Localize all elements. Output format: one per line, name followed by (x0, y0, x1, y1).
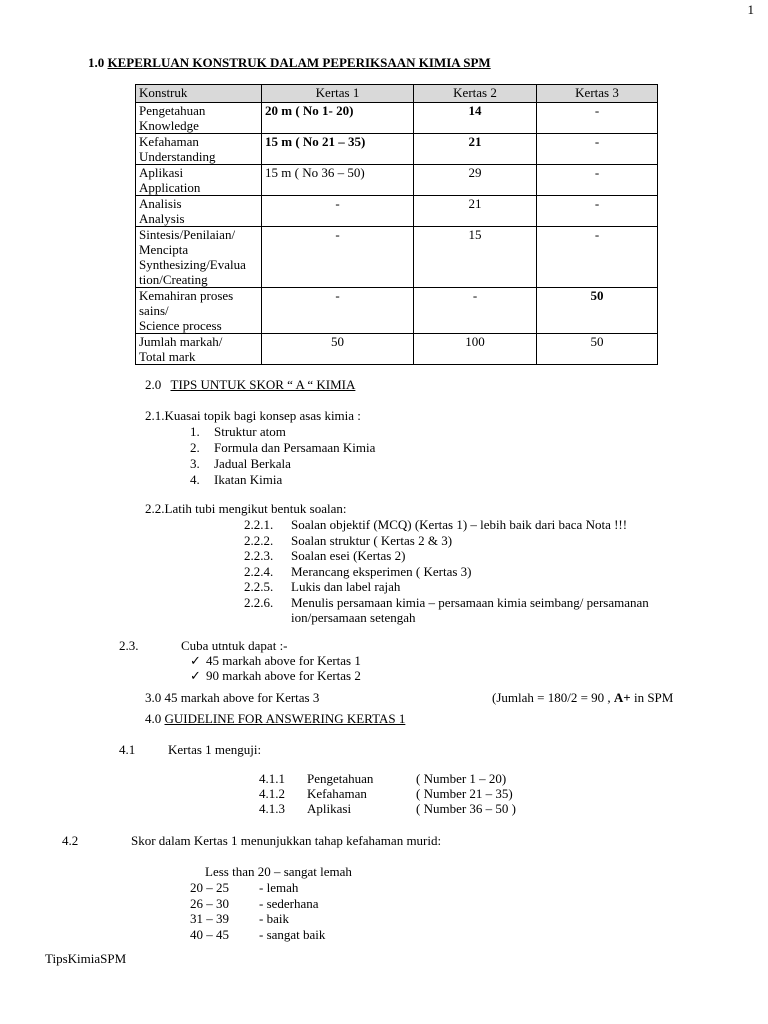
cell-kertas-1: 15 m ( No 21 – 35) (262, 134, 414, 165)
score-description: - sangat baik (259, 926, 326, 942)
cell-kertas-2: 29 (414, 165, 537, 196)
header-kertas-1: Kertas 1 (262, 85, 414, 103)
list-item-text: Merancang eksperimen ( Kertas 3) (291, 563, 472, 579)
section-2-2-text: Latih tubi mengikut bentuk soalan: (164, 501, 347, 516)
konstruk-line: Analysis (139, 211, 185, 226)
list-item-number: 2.2.2. (244, 532, 274, 548)
section-2-1 (145, 408, 361, 423)
list-item-number: 2. (190, 440, 200, 455)
konstruk-line: Science process (139, 318, 222, 333)
table-row (136, 134, 658, 165)
header-kertas-3: Kertas 3 (537, 85, 658, 103)
cell-kertas-2: 100 (414, 334, 537, 365)
section-2-2 (145, 501, 346, 516)
konstruk-line: sains/ (139, 303, 169, 318)
section-3-text: 45 markah above for Kertas 3 (164, 690, 320, 705)
konstruk-table (135, 84, 658, 365)
section-2-heading (145, 377, 355, 392)
score-range: 31 – 39 (190, 911, 229, 926)
check-item (190, 653, 361, 668)
section-2-3-number: 2.3. (119, 638, 139, 653)
cell-kertas-3: - (537, 134, 658, 165)
section-2-3-text: Cuba utntuk dapat :- (181, 638, 288, 653)
konstruk-line: tion/Creating (139, 272, 208, 287)
section-1-title: KEPERLUAN KONSTRUK DALAM PEPERIKSAAN KIMIA SPM (107, 55, 491, 70)
list-item-text: Struktur atom (214, 424, 286, 439)
section-3-note-suffix: in SPM (630, 690, 674, 705)
list-item-number: 2.2.6. (244, 594, 274, 610)
list-item-range: ( Number 36 – 50 ) (416, 801, 517, 816)
cell-kertas-1: 20 m ( No 1- 20) (262, 103, 414, 134)
table-row (136, 288, 658, 334)
list-item-number: 4.1.3 (259, 801, 285, 816)
cell-kertas-1: - (262, 196, 414, 227)
konstruk-line: Sintesis/Penilaian/ (139, 227, 236, 242)
cell-kertas-1: - (262, 288, 414, 334)
cell-konstruk (136, 334, 262, 365)
cell-kertas-2: 14 (414, 103, 537, 134)
konstruk-line: Pengetahuan (139, 103, 206, 118)
cell-kertas-3: 50 (537, 334, 658, 365)
cell-konstruk (136, 165, 262, 196)
check-item-text: 45 markah above for Kertas 1 (206, 653, 361, 668)
konstruk-line: Mencipta (139, 242, 189, 257)
section-3-note (492, 690, 673, 705)
list-item-number: 2.2.1. (244, 517, 274, 532)
cell-kertas-1: 15 m ( No 36 – 50) (262, 165, 414, 196)
cell-kertas-3: - (537, 227, 658, 288)
header-konstruk: Konstruk (136, 85, 262, 103)
table-row (136, 227, 658, 288)
page-number: 1 (747, 2, 754, 17)
section-3 (145, 690, 319, 705)
check-item (190, 668, 361, 683)
list-item-text: Kefahaman (307, 786, 367, 801)
cell-kertas-2: 21 (414, 134, 537, 165)
score-lead: Less than 20 – sangat lemah (205, 864, 352, 879)
header-kertas-2: Kertas 2 (414, 85, 537, 103)
list-item-text: Jadual Berkala (214, 456, 291, 471)
cell-kertas-2: 15 (414, 227, 537, 288)
table-row (136, 334, 658, 365)
list-item-text: Aplikasi (307, 801, 352, 816)
list-item-number: 2.2.3. (244, 548, 274, 563)
section-4-2-number: 4.2 (62, 833, 79, 848)
section-2-1-number: 2.1. (145, 408, 165, 423)
cell-konstruk (136, 196, 262, 227)
cell-kertas-2: 21 (414, 196, 537, 227)
list-item-text: Ikatan Kimia (214, 472, 283, 487)
section-1-number: 1.0 (88, 55, 105, 70)
score-description: - lemah (259, 880, 299, 895)
list-item-range: ( Number 21 – 35) (416, 786, 513, 801)
section-1-heading (88, 55, 491, 70)
section-2-title: TIPS UNTUK SKOR “ A “ KIMIA (170, 377, 356, 392)
konstruk-line: Jumlah markah/ (139, 334, 223, 349)
cell-konstruk (136, 288, 262, 334)
konstruk-line: Kefahaman (139, 134, 199, 149)
konstruk-table-body (136, 103, 658, 365)
list-item-text-continued: ion/persamaan setengah (291, 610, 416, 625)
konstruk-line: Aplikasi (139, 165, 184, 180)
konstruk-line: Knowledge (139, 118, 199, 133)
cell-konstruk (136, 227, 262, 288)
list-item-text: Soalan struktur ( Kertas 2 & 3) (291, 532, 453, 548)
list-item-text: Soalan objektif (MCQ) (Kertas 1) – lebih baik dari baca Nota !!! (291, 517, 628, 532)
cell-kertas-3: - (537, 196, 658, 227)
list-item-range: ( Number 1 – 20) (416, 771, 507, 786)
konstruk-line: Analisis (139, 196, 182, 211)
section-2-2-number: 2.2. (145, 501, 165, 516)
list-item-number: 4.1.2 (259, 786, 285, 801)
list-item-number: 2.2.5. (244, 579, 274, 594)
cell-kertas-1: - (262, 227, 414, 288)
list-item-text: Pengetahuan (307, 771, 374, 786)
list-item-text: Soalan esei (Kertas 2) (291, 548, 406, 563)
checkmark-icon: ✓ (190, 653, 201, 668)
cell-kertas-3: - (537, 103, 658, 134)
list-item-number: 4. (190, 472, 200, 487)
section-2-1-text: Kuasai topik bagi konsep asas kimia : (164, 408, 361, 423)
section-3-number: 3.0 (145, 690, 162, 705)
section-4-1-text: Kertas 1 menguji: (168, 742, 262, 757)
cell-konstruk (136, 103, 262, 134)
cell-kertas-3: 50 (537, 288, 658, 334)
score-description: - sederhana (259, 895, 319, 911)
footer-label: TipsKimiaSPM (45, 951, 127, 966)
konstruk-line: Total mark (139, 349, 196, 364)
score-range: 40 – 45 (190, 926, 229, 942)
list-item-text: Menulis persamaan kimia – persamaan kimia seimbang/ persamanan (291, 594, 649, 610)
table-row (136, 196, 658, 227)
cell-konstruk (136, 134, 262, 165)
section-4-number: 4.0 (145, 711, 162, 726)
cell-kertas-1: 50 (262, 334, 414, 365)
cell-kertas-3: - (537, 165, 658, 196)
score-range: 20 – 25 (190, 880, 229, 895)
score-range: 26 – 30 (190, 895, 229, 911)
konstruk-line: Synthesizing/Evalua (139, 257, 246, 272)
score-description: - baik (259, 911, 289, 926)
list-item-number: 3. (190, 456, 200, 471)
section-3-note-grade: A+ (613, 690, 631, 705)
table-row (136, 165, 658, 196)
section-4-title: GUIDELINE FOR ANSWERING KERTAS 1 (164, 711, 406, 726)
section-3-note-prefix: (Jumlah = 180/2 = 90 , (492, 690, 614, 705)
list-item-number: 4.1.1 (259, 771, 285, 786)
section-4-heading (145, 711, 405, 726)
list-item-number: 1. (190, 424, 200, 439)
list-item-text: Formula dan Persamaan Kimia (214, 440, 376, 455)
check-item-text: 90 markah above for Kertas 2 (206, 668, 361, 683)
konstruk-line: Kemahiran proses (139, 288, 234, 303)
list-item-text: Lukis dan label rajah (291, 579, 401, 594)
table-header-row (136, 85, 658, 103)
cell-kertas-2: - (414, 288, 537, 334)
konstruk-line: Application (139, 180, 201, 195)
table-row (136, 103, 658, 134)
list-item-number: 2.2.4. (244, 563, 274, 579)
section-4-1-number: 4.1 (119, 742, 136, 757)
section-2-number: 2.0 (145, 377, 162, 392)
checkmark-icon: ✓ (190, 668, 201, 683)
section-4-2-text: Skor dalam Kertas 1 menunjukkan tahap kefahaman murid: (131, 833, 442, 848)
konstruk-line: Understanding (139, 149, 216, 164)
